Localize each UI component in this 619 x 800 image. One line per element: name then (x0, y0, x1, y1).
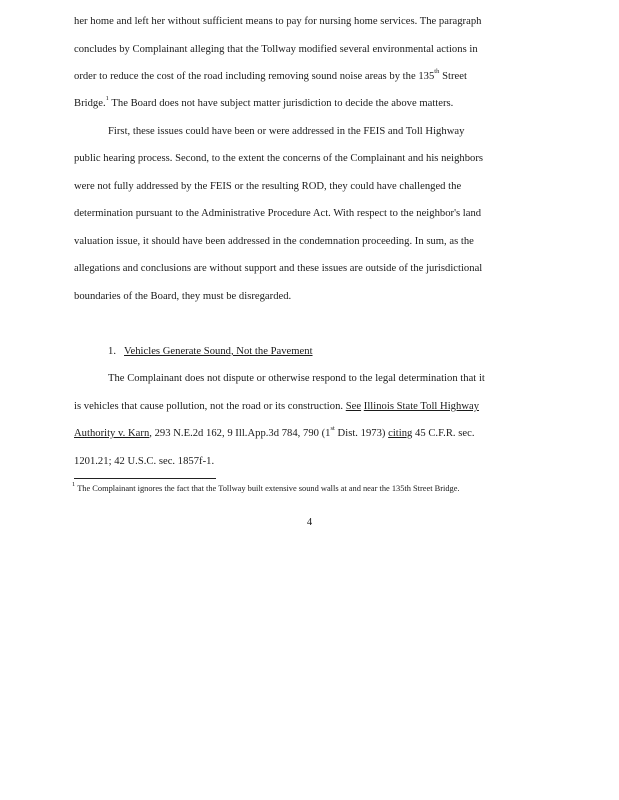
footnote-divider (74, 478, 216, 479)
text: First, these issues could have been or were addressed in the FEIS and Toll Highway (108, 126, 465, 137)
section-heading (108, 346, 313, 357)
superscript: st (330, 425, 335, 433)
citation-signal: citing (388, 428, 413, 439)
footnote (72, 481, 460, 493)
text: is vehicles that cause pollution, not the road or its construction. (74, 401, 346, 412)
footnote-marker: 1 (72, 481, 76, 489)
text: valuation issue, it should have been addressed in the condemnation proceeding. In sum, as the (74, 236, 474, 247)
body-line (108, 373, 485, 384)
body-line (74, 236, 474, 247)
text: public hearing process. Second, to the extent the concerns of the Complainant and his neighbors (74, 153, 484, 164)
footnote-ref[interactable]: 1 (105, 95, 109, 103)
body-line (74, 181, 461, 192)
text: The Complainant does not dispute or otherwise respond to the legal determination that it (108, 373, 485, 384)
heading-title: Vehicles Generate Sound, Not the Pavement (124, 346, 313, 357)
citation-signal: See (345, 401, 362, 412)
text: The Board does not have subject matter jurisdiction to decide the above matters. (108, 98, 454, 109)
text: 45 C.F.R. sec. (412, 428, 475, 439)
body-line (74, 456, 214, 467)
body-line (74, 153, 483, 164)
body-line (74, 95, 454, 109)
text: , 293 N.E.2d 162, 9 Ill.App.3d 784, 790 (1 (149, 428, 331, 439)
text: allegations and conclusions are without support and these issues are outside of the jurisdictional (74, 263, 483, 274)
body-line (74, 291, 291, 302)
body-line (74, 425, 475, 439)
text: her home and left her without sufficient means to pay for nursing home services. The paragraph (74, 16, 482, 27)
text: were not fully addressed by the FEIS or the resulting ROD, they could have challenged the (74, 181, 462, 192)
body-line (74, 44, 478, 55)
body-line (74, 16, 481, 27)
body-line (74, 68, 467, 82)
text: 1201.21; 42 U.S.C. sec. 1857f-1. (74, 456, 215, 467)
case-name: Authority v. Karn (74, 428, 150, 439)
text: determination pursuant to the Administrative Procedure Act. With respect to the neighbor's land (74, 208, 482, 219)
body-line (74, 263, 482, 274)
body-line (74, 401, 479, 412)
text: concludes by Complainant alleging that the Tollway modified several environmental actions in (74, 44, 478, 55)
text: Street (439, 71, 467, 82)
page-number: 4 (306, 517, 313, 528)
body-line (108, 126, 464, 137)
superscript: th (434, 68, 440, 76)
text: Bridge. (74, 98, 106, 109)
heading-number: 1. (108, 346, 116, 357)
case-name: Illinois State Toll Highway (363, 401, 480, 412)
text: boundaries of the Board, they must be disregarded. (74, 291, 292, 302)
text: order to reduce the cost of the road including removing sound noise areas by the 135 (74, 71, 435, 82)
footnote-text: The Complainant ignores the fact that the Tollway built extensive sound walls at and near the 135th Street Bridge. (75, 484, 460, 493)
body-line (74, 208, 481, 219)
text: Dist. 1973) (334, 428, 389, 439)
